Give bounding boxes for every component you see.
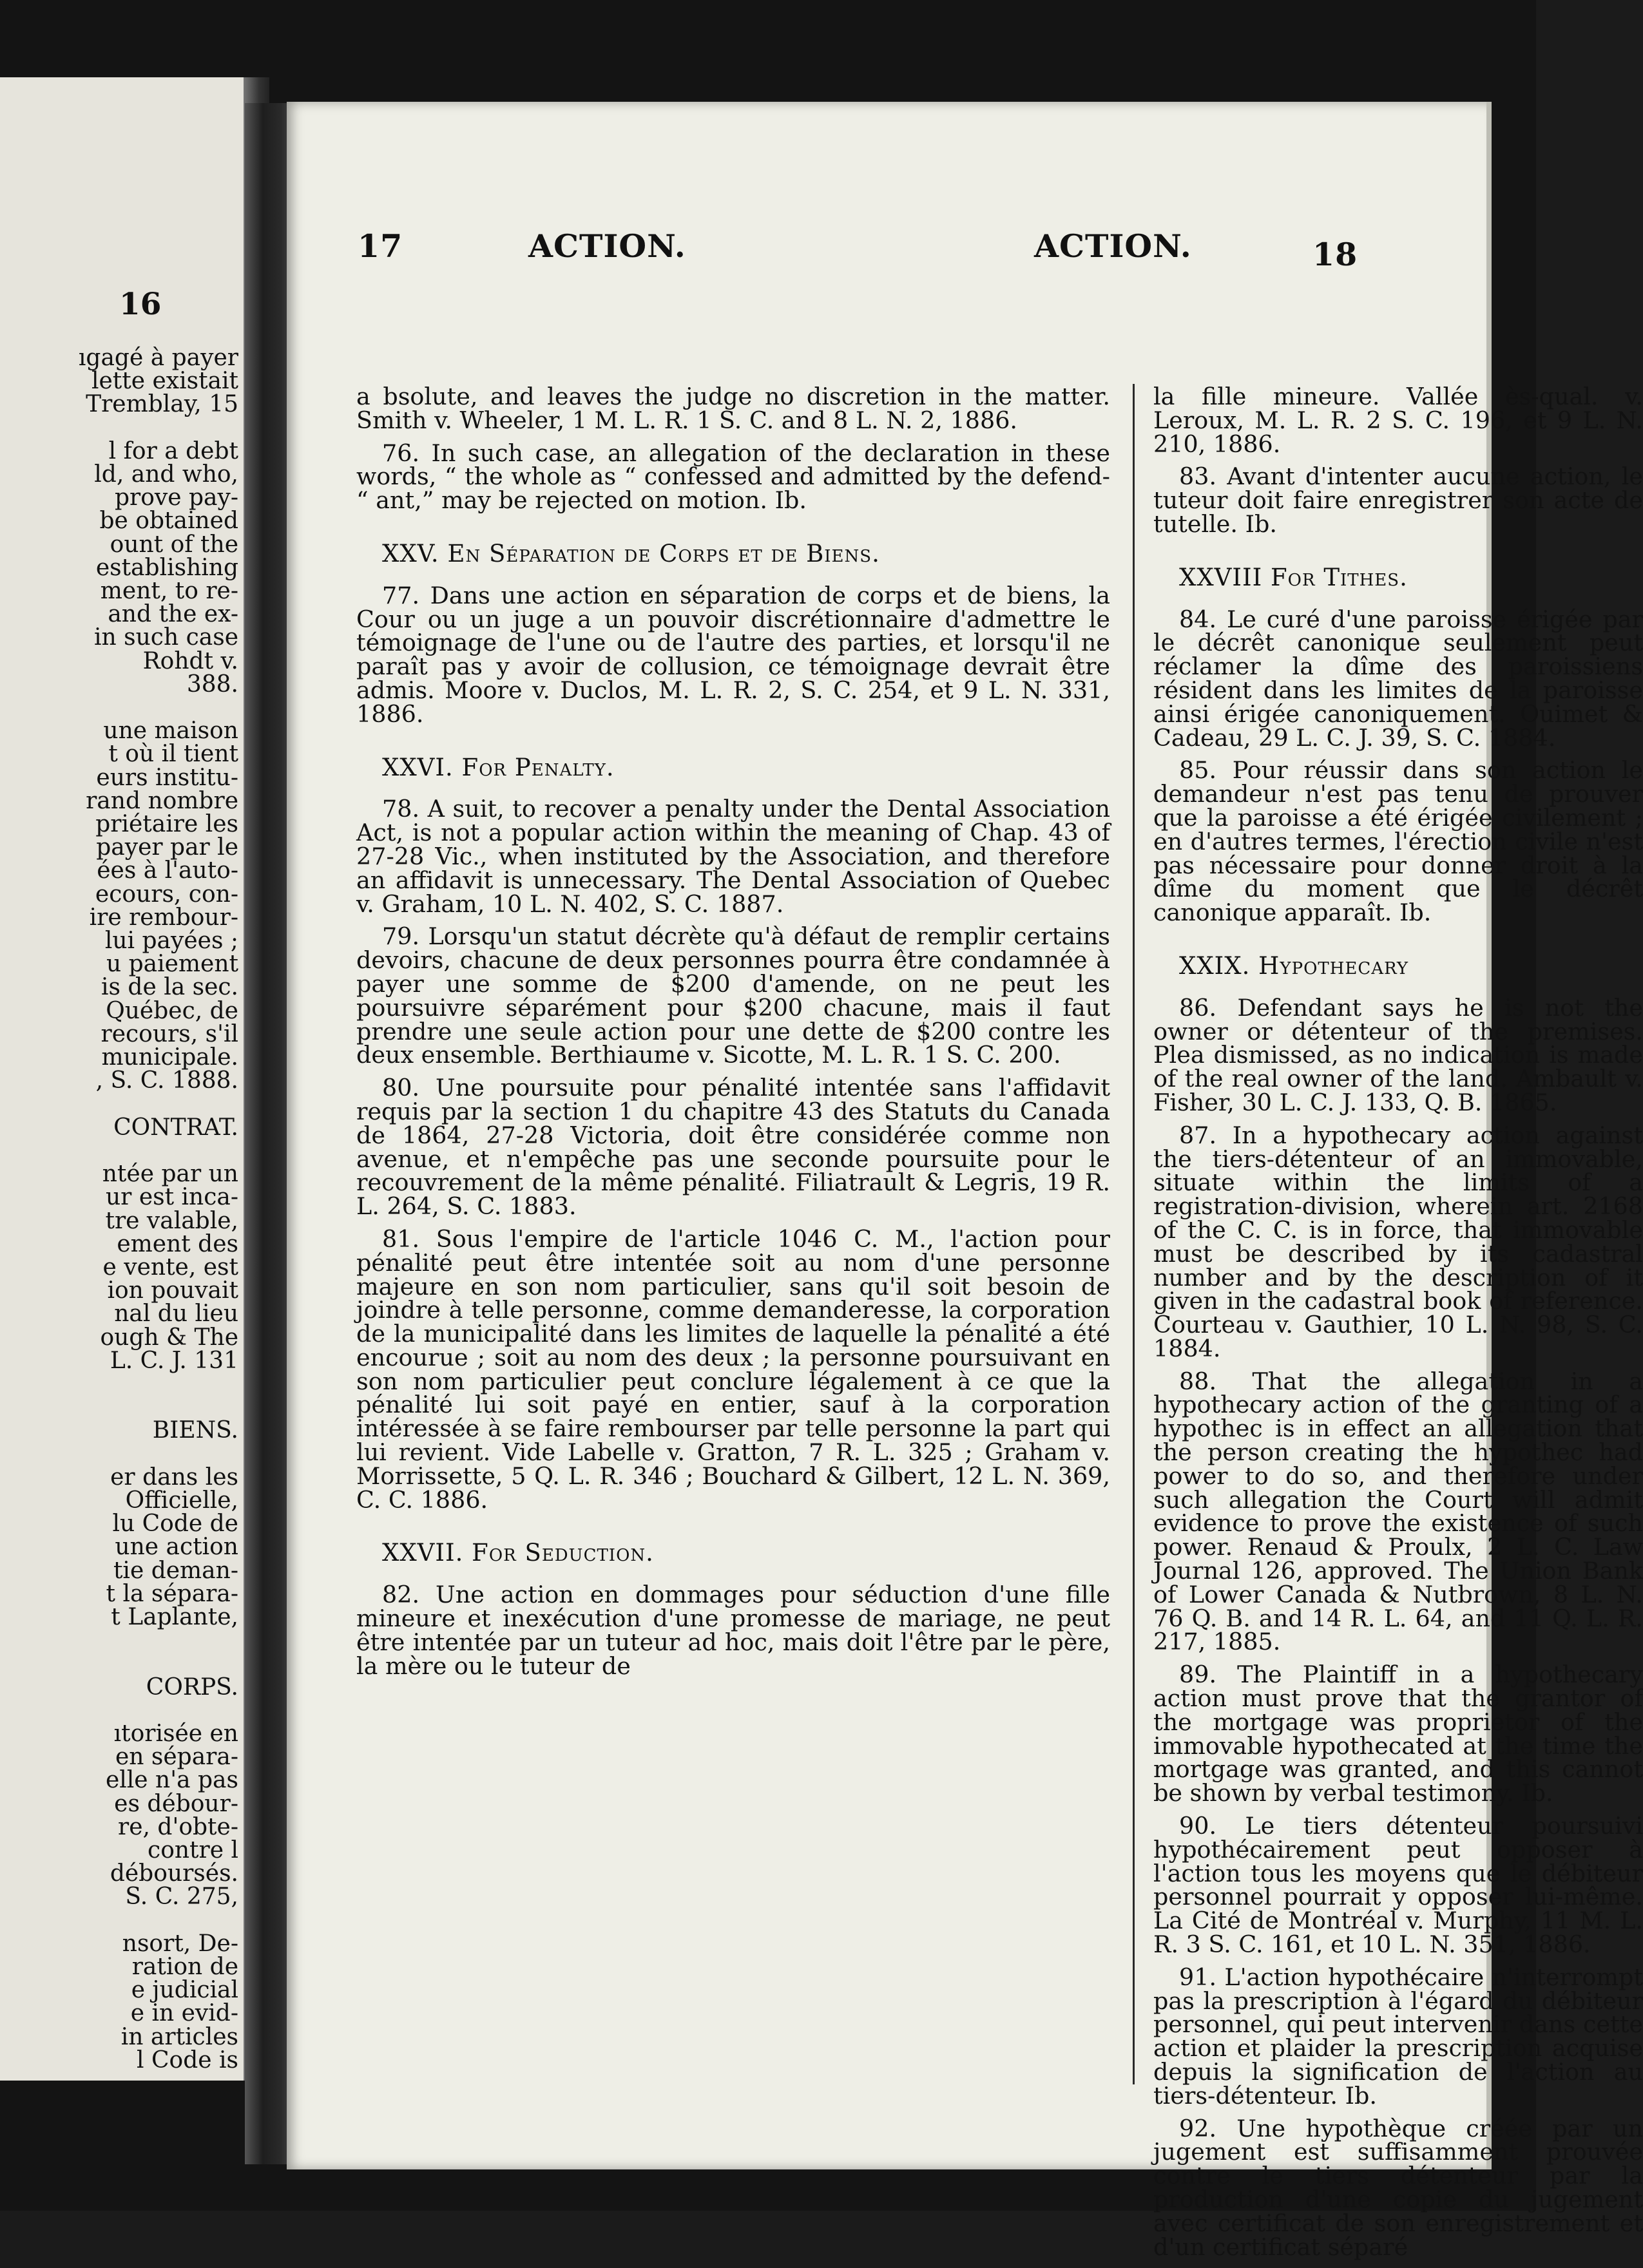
left-page-line: establishing	[95, 554, 238, 581]
left-page-line: lu Code de	[112, 1510, 238, 1538]
left-page-line: nsort, De-	[122, 1930, 238, 1957]
paragraph-92: 92. Une hypothèque créée par un jugement est suffisamment prouvée contre le tiers détenteur par la production d'une copie du jugement avec certificat de son enregistrement et d'un certificat séparé	[1153, 2114, 1643, 2261]
left-page-line: l for a debt	[108, 437, 238, 464]
left-page-line: BIENS.	[152, 1417, 238, 1444]
left-page-line: be obtained	[99, 508, 238, 535]
column-rule	[1133, 384, 1135, 2084]
paragraph-continued: a bsolute, and leaves the judge no discretion in the matter. Smith v. Wheeler, 1 M. L. R. 1 S. C. and 8 L. N. 2, 1886.	[356, 383, 1110, 434]
previous-page-fragment	[0, 77, 244, 2081]
left-page-line: l Code is	[137, 2046, 238, 2073]
paragraph-continued-right: la fille mineure. Vallée ès-qual. v. Leroux, M. L. R. 2 S. C. 196, et 9 L. N. 210, 1886.	[1153, 383, 1643, 458]
left-page-line: tie deman-	[113, 1557, 238, 1584]
left-page-lines	[0, 347, 244, 2072]
left-page-line: elle n'a pas	[105, 1767, 238, 1794]
left-page-line	[0, 417, 244, 440]
paragraph-76: 76. In such case, an allegation of the declaration in these words, “ the whole as “ confessed and admitted by the defend- “ ant,” may be rejected on motion. Ib.	[356, 439, 1110, 515]
paragraph-81: 81. Sous l'empire de l'article 1046 C. M., l'action pour pénalité peut être intentée soit au nom d'une personne majeure en son nom particulier, sans qu'il soit besoin de joindre à telle personne, comme demanderesse, la corporation de la municipalité dans les limites de laquelle la pénalité a été encourue ; soit au nom des deux ; la personne poursuivant en son nom particulier peut conclure légalement à ce que la pénalité lui soit payé en entier, sauf à la corporation intéressée à se faire rembourser par telle personne la part qui lui revient. Vide Labelle v. Gratton, 7 R. L. 325 ; Graham v. Morrissette, 5 Q. L. R. 346 ; Bouchard & Gilbert, 12 L. N. 369, C. C. 1886.	[356, 1225, 1110, 1514]
left-page-line: lui payées ;	[104, 928, 238, 955]
left-page-line: and the ex-	[108, 601, 238, 628]
running-head-left: ACTION.	[528, 227, 686, 265]
heading-xxviii: XXVIII For Tithes.	[1179, 563, 1408, 591]
left-page-line: lette existait	[91, 368, 238, 395]
left-page-line: prove pay-	[114, 484, 238, 511]
left-page-line: contre l	[148, 1837, 238, 1863]
left-page-line: 388.	[186, 671, 238, 698]
left-page-line: ment, to re-	[100, 578, 238, 605]
paragraph-79: 79. Lorsqu'un statut décrète qu'à défaut de remplir certains devoirs, chacune de deux personnes pourra être condamnée à payer une somme de $200 d'amende, on ne peut les poursuivre séparément pour $200 chacune, mais il faut prendre une seule action pour une dette de $200 contre les deux ensemble. Berthiaume v. Sicotte, M. L. R. 1 S. C. 200.	[356, 922, 1110, 1069]
left-page-line: municipale.	[101, 1044, 238, 1071]
heading-xxix: XXIX. Hypothecary	[1179, 951, 1409, 980]
left-page-line: ration de	[131, 1954, 238, 1981]
folio-18: 18	[1312, 236, 1358, 273]
left-page-line: er dans les	[110, 1463, 238, 1491]
left-page-line: t où il tient	[108, 741, 238, 768]
left-page-line: e judicial	[131, 1977, 238, 2004]
left-page-line: ées à l'auto-	[97, 857, 238, 884]
left-page-line	[0, 1652, 244, 1675]
left-page-line: eurs institu-	[96, 764, 238, 791]
left-page-line: ntée par un	[102, 1161, 238, 1188]
paragraph-88: 88. That the allegation in a hypothecary action of the granting of a hypothec is in effect an allegation that the person creating the hypothec had power to do so, and therefore under such allegation the Court will admit evidence to prove the existence of such power. Renaud & Proulx, 2 L. C. Law Journal 126, approved. The Union Bank of Lower Canada & Nutbrown, 8 L. N. 76 Q. B. and 14 R. L. 64, and 11 Q. L. R. 217, 1885.	[1153, 1367, 1643, 1656]
left-page-line: tre valable,	[105, 1207, 238, 1234]
left-page-line: u paiement	[106, 951, 238, 978]
paragraph-91: 91. L'action hypothécaire n'interrompt pas la prescription à l'égard du débiteur personnel, qui peut intervenir dans cette action et plaider la prescription acquise depuis la signification de l'action au tiers-détenteur. Ib.	[1153, 1963, 1643, 2110]
running-head-right: ACTION.	[1034, 227, 1192, 265]
left-page-line: t Laplante,	[111, 1603, 238, 1630]
left-page-line: Québec, de	[106, 997, 238, 1024]
left-page-line: e in evid-	[130, 2000, 238, 2027]
left-page-line: payer par le	[96, 834, 238, 861]
left-page-line: recours, s'il	[101, 1020, 238, 1047]
left-page-line: e vente, est	[102, 1253, 238, 1281]
left-page-line: priétaire les	[95, 811, 238, 838]
paragraph-85: 85. Pour réussir dans son action le demandeur n'est pas tenu de prouver que la paroisse a été érigée civilement ; en d'autres termes, l'érection civile n'est pas nécessaire pour donner droit à la dîme du moment que le décrêt canonique apparaît. Ib.	[1153, 756, 1643, 927]
left-page-line: ire rembour-	[89, 904, 238, 931]
paragraph-83: 83. Avant d'intenter aucune action, le tuteur doit faire enregistrer son acte de tutelle. Ib.	[1153, 462, 1643, 538]
left-page-line	[0, 1909, 244, 1932]
left-page-line: is de la sec.	[101, 974, 238, 1001]
paragraph-80: 80. Une poursuite pour pénalité intentée sans l'affidavit requis par la section 1 du chapitre 43 des Statuts du Canada de 1864, 27-28 Victoria, doit être considérée comme non avenue, et n'empêche pas une seconde poursuite pour le recouvrement de la même pénalité. Filiatrault & Legris, 19 R. L. 264, S. C. 1883.	[356, 1074, 1110, 1221]
left-page-line: une action	[115, 1534, 238, 1561]
left-page-line	[0, 1373, 244, 1396]
left-page-line: ion pouvait	[107, 1277, 238, 1304]
paragraph-77: 77. Dans une action en séparation de corps et de biens, la Cour ou un juge a un pouvoir discrétionnaire d'admettre le témoignage de l'une ou de l'autre des parties, et lorsqu'il ne paraît pas y avoir de collusion, ce témoignage devrait être admis. Moore v. Duclos, M. L. R. 2, S. C. 254, et 9 L. N. 331, 1886.	[356, 581, 1110, 728]
left-page-line: ıtorisée en	[113, 1720, 238, 1747]
left-page-line	[0, 1443, 244, 1466]
left-page-line: ough & The	[100, 1324, 238, 1351]
left-page-folio: 16	[119, 287, 162, 322]
left-page-line: re, d'obte-	[118, 1813, 238, 1840]
paragraph-84: 84. Le curé d'une paroisse érigée par le décrêt canonique seulement peut réclamer la dîme des paroissiens résident dans les limites de la paroisse ainsi érigée canoniquement. Ouimet & Cadeau, 29 L. C. J. 39, S. C. 1884.	[1153, 605, 1643, 752]
left-page-line: L. C. J. 131	[110, 1347, 238, 1374]
paragraph-82: 82. Une action en dommages pour séduction d'une fille mineure et inexécution d'une promesse de mariage, ne peut être intentée par un tuteur ad hoc, mais doit l'être par le père, la mère ou le tuteur de	[356, 1581, 1110, 1680]
right-column	[1153, 385, 1643, 2268]
left-page-line: in such case	[94, 624, 238, 651]
left-page-line	[0, 1699, 244, 1722]
left-page-line: , S. C. 1888.	[95, 1067, 238, 1094]
left-page-line: ld, and who,	[94, 461, 238, 488]
left-page-line: in articles	[120, 2023, 238, 2050]
paragraph-90: 90. Le tiers détenteur poursuivi hypothécairement peut opposer à l'action tous les moyens que le débiteur personnel pourrait y opposer lui-même. La Cité de Montréal v. Murphy, 11 M. L. R. 3 S. C. 161, et 10 L. N. 351, 1886.	[1153, 1812, 1643, 1959]
main-page	[287, 102, 1643, 2261]
paragraph-89: 89. The Plaintiff in a hypothecary action must prove that the grantor of the mortgage was proprietor of the immovable hypothecated at the time the mortgage was granted, and this cannot be shown by verbal testimony. Ib.	[1153, 1661, 1643, 1807]
left-page-line	[0, 1396, 244, 1419]
left-page-line: Tremblay, 15	[86, 391, 238, 418]
left-page-line: ount of the	[110, 531, 238, 558]
left-page-line	[0, 696, 244, 719]
left-page-line: en sépara-	[115, 1744, 238, 1771]
left-page-line: CORPS.	[146, 1673, 238, 1701]
left-page-line: CONTRAT.	[113, 1114, 238, 1141]
left-page-line: nal du lieu	[114, 1301, 238, 1328]
paragraph-87: 87. In a hypothecary action against the tiers-détenteur of an immovable, situate within the limits of a registration-division, wherein art. 2168 of the C. C. is in force, that immovable must be described by its cadastral number and by the description of it given in the cadastral book of reference. Courteau v. Gauthier, 10 L. N. 98, S. C. 1884.	[1153, 1121, 1643, 1362]
left-page-line: ur est inca-	[105, 1184, 238, 1211]
heading-xxvii: XXVII. For Seduction.	[382, 1539, 654, 1567]
left-page-line: déboursés.	[110, 1860, 238, 1887]
left-page-line: une maison	[103, 718, 238, 745]
left-page-line: Rohdt v.	[142, 647, 238, 674]
left-page-line: es débour-	[114, 1790, 238, 1817]
folio-17: 17	[358, 227, 403, 265]
left-page-line: ecours, con-	[95, 881, 238, 908]
left-page-line: Officielle,	[125, 1487, 238, 1514]
left-page-line	[0, 1093, 244, 1116]
left-page-line: rand nombre	[86, 787, 238, 814]
heading-xxv: XXV. En Séparation de Corps et de Biens.	[382, 539, 880, 567]
left-page-line: ıgagé à payer	[78, 345, 238, 371]
paragraph-86: 86. Defendant says he is not the owner or détenteur of the premises. Plea dismissed, as no indication is made of the real owner of the land. Ambault v. Fisher, 30 L. C. J. 133, Q. B. 1865.	[1153, 993, 1643, 1116]
paragraph-78: 78. A suit, to recover a penalty under the Dental Association Act, is not a popular action within the meaning of Chap. 43 of 27-28 Vic., when instituted by the Association, and therefore an affidavit is unnecessary. The Dental Association of Quebec v. Graham, 10 L. N. 402, S. C. 1887.	[356, 795, 1110, 918]
left-page-line: t la sépara-	[106, 1580, 238, 1607]
left-page-line: ement des	[117, 1230, 238, 1257]
left-page-line	[0, 1139, 244, 1163]
left-page-line: S. C. 275,	[125, 1883, 238, 1911]
left-column	[356, 385, 1110, 1687]
heading-xxvi: XXVI. For Penalty.	[382, 753, 615, 781]
left-page-line	[0, 1629, 244, 1652]
